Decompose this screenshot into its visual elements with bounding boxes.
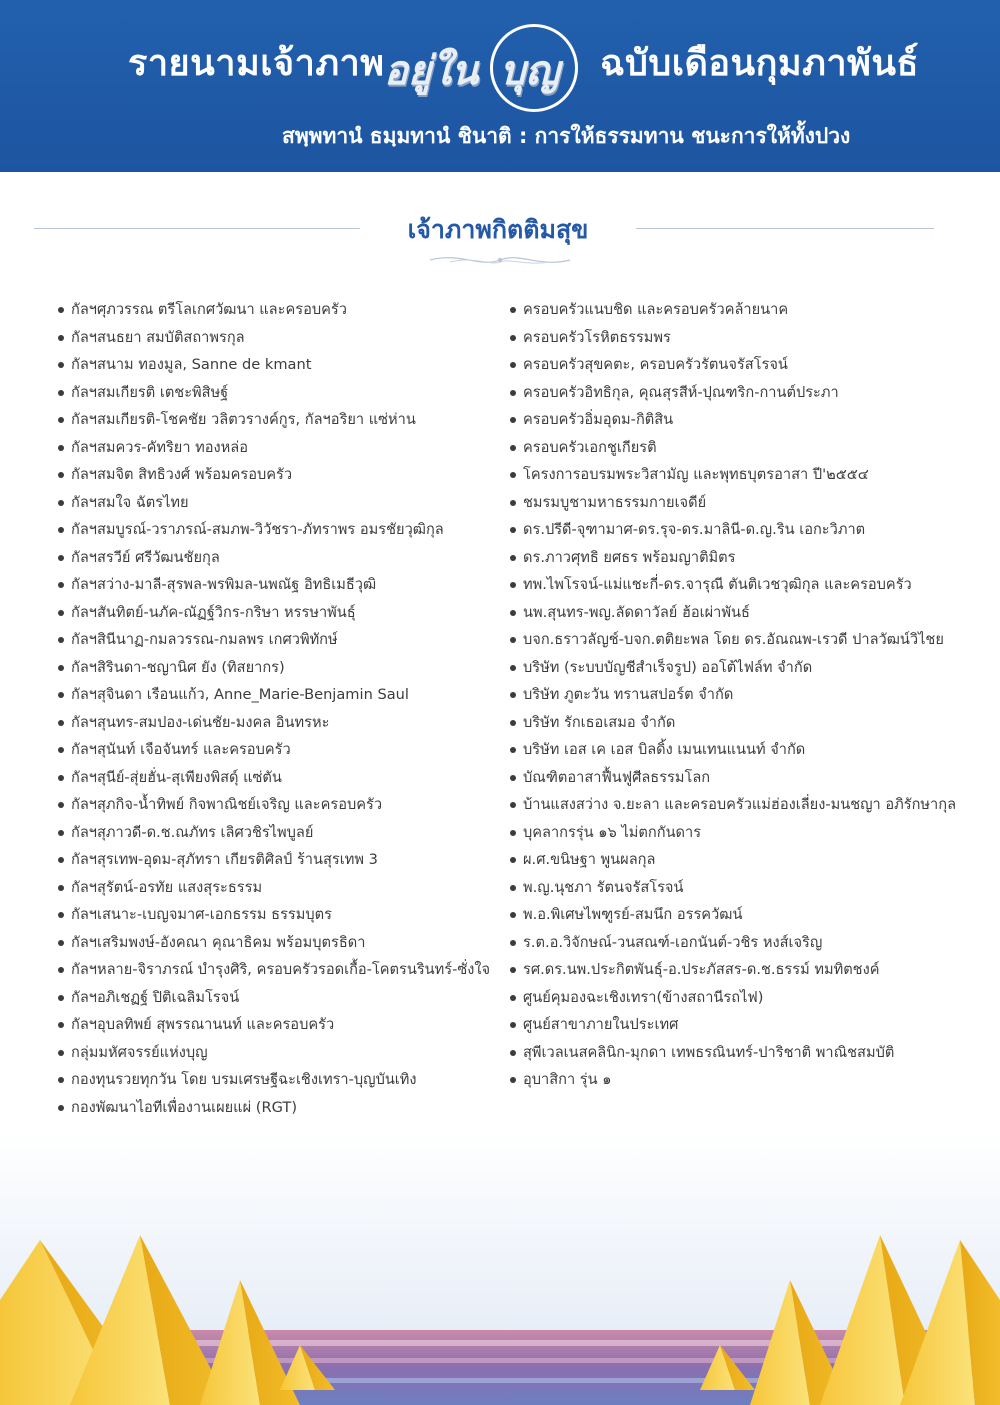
bullet-icon <box>510 307 516 313</box>
donor-list-item <box>510 516 980 544</box>
donor-list-item <box>510 654 980 682</box>
donor-list-item <box>58 956 498 984</box>
logo-word-2: บุญ <box>500 47 560 94</box>
donor-name: ศูนย์สาขาภายในประเทศ <box>523 1016 679 1033</box>
donor-list-item <box>510 791 980 819</box>
donor-name: กัลฯสุนทร-สมปอง-เด่นชัย-มงคล อินทรหะ <box>71 713 330 731</box>
logo-word-1: อยู่ใน <box>384 47 479 94</box>
donor-list-item <box>510 1066 980 1094</box>
donor-list-item <box>58 1094 498 1122</box>
donor-name: ร.ต.อ.วิจักษณ์-วนสณฑ์-เอกนันต์-วชิร หงส์เจริญ <box>523 933 823 951</box>
donor-name: กัลฯสินีนาฏ-กมลวรรณ-กมลพร เกศวพิทักษ์ <box>71 631 338 648</box>
donor-name: อุบาสิกา รุ่น ๑ <box>523 1071 612 1088</box>
bullet-icon <box>510 445 516 451</box>
bullet-icon <box>58 720 64 726</box>
bullet-icon <box>510 1022 516 1028</box>
bullet-icon <box>510 610 516 616</box>
donor-name: นพ.สุนทร-พญ.ลัดดาวัลย์ ฮ้อเผ่าพันธ์ <box>523 603 750 621</box>
donor-list-item <box>510 461 980 489</box>
ornament-flourish <box>420 250 580 270</box>
title-left: รายนามเจ้าภาพ <box>128 43 385 84</box>
donor-list-item <box>58 901 498 929</box>
donor-name: กัลฯหลาย-จิราภรณ์ บำรุงศิริ, ครอบครัวรอดเกื้อ-โคตรนรินทร์-ซั่งใจ <box>71 961 491 978</box>
donor-list-item <box>58 1066 498 1094</box>
bullet-icon <box>510 885 516 891</box>
donor-list-item <box>510 544 980 572</box>
donor-name: กัลฯสันทิตย์-นภัค-ณัฏฐ์วิกร-กริษา หรรษาพันธุ์ <box>71 603 356 621</box>
donor-name: กัลฯสุรัตน์-อรทัย แสงสุระธรรม <box>71 878 263 896</box>
donor-list-item <box>58 819 498 847</box>
donor-name: บัณฑิตอาสาฟื้นฟูศีลธรรมโลก <box>523 768 711 786</box>
donor-list-item <box>58 791 498 819</box>
bullet-icon <box>58 665 64 671</box>
donor-name: กลุ่มมหัศจรรย์แห่งบุญ <box>71 1043 208 1061</box>
donor-list-item <box>510 1039 980 1067</box>
donor-name: ดร.ภาวศุทธิ ยศธร พร้อมญาติมิตร <box>523 548 736 566</box>
donor-name: ศูนย์คุมองฉะเชิงเทรา(ข้างสถานีรถไฟ) <box>523 988 764 1006</box>
donor-list-item <box>510 874 980 902</box>
donor-list-item <box>510 764 980 792</box>
bullet-icon <box>510 555 516 561</box>
bullet-icon <box>58 1022 64 1028</box>
donor-list-item <box>510 489 980 517</box>
bullet-icon <box>510 582 516 588</box>
donor-name: บริษัท (ระบบบัญชีสำเร็จรูป) ออโต้ไฟล์ท จำกัด <box>523 658 813 676</box>
bullet-icon <box>58 885 64 891</box>
bullet-icon <box>58 912 64 918</box>
donor-list-item <box>510 626 980 654</box>
donor-list-item <box>510 709 980 737</box>
title-right: ฉบับเดือนกุมภาพันธ์ <box>600 43 919 84</box>
bullet-icon <box>58 747 64 753</box>
header-banner <box>0 0 1000 172</box>
donor-list-item <box>510 1011 980 1039</box>
donor-list-item <box>58 874 498 902</box>
donor-list-item <box>58 764 498 792</box>
donor-list-left <box>58 296 498 1121</box>
bullet-icon <box>510 472 516 478</box>
donor-name: กัลฯสมจิต สิทธิวงศ์ พร้อมครอบครัว <box>71 466 293 483</box>
donor-name: กัลฯเสริมพงษ์-อังคณา คุณาธิคม พร้อมบุตรธิดา <box>71 933 366 951</box>
donor-list-item <box>510 379 980 407</box>
donor-list-item <box>58 406 498 434</box>
bullet-icon <box>510 940 516 946</box>
donor-name: กัลฯศุภวรรณ ตรีโลเกศวัฒนา และครอบครัว <box>71 301 347 318</box>
bullet-icon <box>510 527 516 533</box>
donor-name: กัลฯสมควร-คัทริยา ทองหล่อ <box>71 438 249 456</box>
donor-name: กัลฯสมบูรณ์-วราภรณ์-สมภพ-วิวัชรา-ภัทราพร อมรชัยวุฒิกุล <box>71 521 444 538</box>
donor-name: ครอบครัวแนบชิด และครอบครัวคล้ายนาค <box>523 301 789 318</box>
bullet-icon <box>510 1077 516 1083</box>
bullet-icon <box>58 775 64 781</box>
donor-name: กัลฯสุนันท์ เจือจันทร์ และครอบครัว <box>71 741 291 758</box>
donor-name: บริษัท เอส เค เอส บิลดิ้ง เมนเทนแนนท์ จำกัด <box>523 741 806 758</box>
donor-name: กัลฯสนาม ทองมูล, Sanne de kmant <box>71 356 312 373</box>
donor-list-item <box>510 324 980 352</box>
bullet-icon <box>58 1050 64 1056</box>
bullet-icon <box>510 830 516 836</box>
donor-name: ชมรมบูชามหาธรรมกายเจดีย์ <box>523 493 707 511</box>
bullet-icon <box>58 335 64 341</box>
donor-list-item <box>58 351 498 379</box>
donor-list-item <box>58 929 498 957</box>
magazine-logo <box>384 24 600 116</box>
donor-name: ครอบครัวอิ่มอุดม-กิติสิน <box>523 411 674 428</box>
donor-list-right <box>510 296 980 1094</box>
bullet-icon <box>58 582 64 588</box>
bullet-icon <box>58 830 64 836</box>
bullet-icon <box>510 692 516 698</box>
bullet-icon <box>58 802 64 808</box>
donor-name: โครงการอบรมพระวิสามัญ และพุทธบุตรอาสา ปี'๒๕๕๔ <box>523 466 869 483</box>
donor-name: บ้านแสงสว่าง จ.ยะลา และครอบครัวแม่ฮ่องเลี่ยง-มนชญา อภิรักษากุล <box>523 796 957 813</box>
donor-name: กัลฯสิรินดา-ชญานิศ ยัง (ทิสยากร) <box>71 658 285 676</box>
donor-name: ผ.ศ.ขนิษฐา พูนผลกุล <box>523 851 656 868</box>
donor-name: กองทุนรวยทุกวัน โดย บรมเศรษฐีฉะเชิงเทรา-บุญบันเทิง <box>71 1071 417 1088</box>
donor-list-item <box>510 929 980 957</box>
bullet-icon <box>58 417 64 423</box>
donor-name: ดร.ปรีดี-จุฑามาศ-ดร.รุจ-ดร.มาลินี-ด.ญ.ริน เอกะวิภาต <box>523 521 866 538</box>
donor-list-item <box>510 901 980 929</box>
bullet-icon <box>58 940 64 946</box>
donor-list-item <box>58 516 498 544</box>
bullet-icon <box>58 1077 64 1083</box>
bullet-icon <box>58 472 64 478</box>
bullet-icon <box>58 555 64 561</box>
donor-name: สุพีเวลเนสคลินิก-มุกดา เทพธรณินทร์-ปาริชาติ พาณิชสมบัติ <box>523 1043 895 1061</box>
donor-list-item <box>58 736 498 764</box>
bullet-icon <box>58 692 64 698</box>
donor-list-item <box>510 599 980 627</box>
donor-name: กัลฯอุบลทิพย์ สุพรรณานนท์ และครอบครัว <box>71 1016 335 1033</box>
golden-pyramids-illustration <box>0 1130 1000 1405</box>
header-subtitle: สพฺพทานํ ธมฺมทานํ ชินาติ : การให้ธรรมทาน ชนะการให้ทั้งปวง <box>282 124 851 148</box>
bullet-icon <box>510 967 516 973</box>
donor-list-item <box>58 681 498 709</box>
donor-name: บริษัท รักเธอเสมอ จำกัด <box>523 713 676 731</box>
donor-list-item <box>58 324 498 352</box>
donor-list-item <box>58 1039 498 1067</box>
bullet-icon <box>510 500 516 506</box>
donor-list-item <box>58 984 498 1012</box>
donor-list-item <box>58 626 498 654</box>
bullet-icon <box>510 912 516 918</box>
donor-name: กัลฯเสนาะ-เบญจมาศ-เอกธรรม ธรรมบุตร <box>71 906 332 923</box>
bullet-icon <box>58 445 64 451</box>
donor-name: บุคลากรรุ่น ๑๖ ไม่ตกกันดาร <box>523 823 702 841</box>
donor-name: กัลฯสุรเทพ-อุดม-สุภัทรา เกียรติศิลป์ ร้านสุรเทพ 3 <box>71 851 378 868</box>
donor-list-item <box>58 489 498 517</box>
donor-list-item <box>510 296 980 324</box>
donor-name: กัลฯสุนีย์-สุ่ยฮั่น-สุเพียงพิสดุ์ แซ่ตัน <box>71 768 282 786</box>
divider-right <box>636 228 934 229</box>
donor-name: กองพัฒนาไอทีเพื่องานเผยแผ่ (RGT) <box>71 1098 298 1116</box>
bullet-icon <box>58 995 64 1001</box>
donor-list-item <box>58 654 498 682</box>
divider-left <box>34 228 360 229</box>
donor-list-item <box>58 544 498 572</box>
section-header <box>0 200 1000 270</box>
donor-name: ครอบครัวสุขคตะ, ครอบครัวรัตนจรัสโรจน์ <box>523 356 788 373</box>
donor-name: กัลฯสุภาวดี-ด.ช.ณภัทร เลิศวชิรไพบูลย์ <box>71 823 314 841</box>
donor-list-item <box>58 709 498 737</box>
bullet-icon <box>58 527 64 533</box>
bullet-icon <box>510 995 516 1001</box>
bullet-icon <box>58 362 64 368</box>
bullet-icon <box>510 390 516 396</box>
bullet-icon <box>510 1050 516 1056</box>
bullet-icon <box>510 637 516 643</box>
bullet-icon <box>510 747 516 753</box>
donor-list-item <box>510 736 980 764</box>
donor-name: รศ.ดร.นพ.ประกิตพันธุ์-อ.ประภัสสร-ด.ช.ธรรม์ ทมทิตชงค์ <box>523 961 880 978</box>
donor-name: บจก.ธราวลัญช์-บจก.ตติยะพล โดย ดร.อัณณพ-เรวดี ปาลวัฒน์วิไชย <box>523 631 944 648</box>
bullet-icon <box>58 637 64 643</box>
donor-list-item <box>510 984 980 1012</box>
bullet-icon <box>58 857 64 863</box>
donor-list-item <box>58 461 498 489</box>
donor-name: กัลฯสุจินดา เรือนแก้ว, Anne_Marie-Benjamin Saul <box>71 686 409 703</box>
donor-list-item <box>58 296 498 324</box>
donor-list-item <box>58 379 498 407</box>
bullet-icon <box>510 665 516 671</box>
bullet-icon <box>510 335 516 341</box>
donor-name: พ.ญ.นุชภา รัตนจรัสโรจน์ <box>523 878 684 896</box>
donor-list-item <box>58 599 498 627</box>
bullet-icon <box>58 967 64 973</box>
donor-name: กัลฯสมเกียรติ เตชะพิสิษฐ์ <box>71 383 229 401</box>
donor-list-item <box>510 681 980 709</box>
donor-list-item <box>58 434 498 462</box>
donor-name: ทพ.ไพโรจน์-แม่แชะกี่-ดร.จารุณี ตันติเวชวุฒิกุล และครอบครัว <box>523 576 912 593</box>
donor-list-item <box>510 434 980 462</box>
donor-name: กัลฯสมเกียรติ-โชคชัย วลิตวรางค์กูร, กัลฯอริยา แซ่ห่าน <box>71 411 416 428</box>
donor-list-item <box>510 956 980 984</box>
donor-list-item <box>510 351 980 379</box>
donor-name: กัลฯสมใจ ฉัตรไทย <box>71 493 189 511</box>
donor-list-item <box>510 846 980 874</box>
bullet-icon <box>510 857 516 863</box>
bullet-icon <box>58 610 64 616</box>
bullet-icon <box>510 720 516 726</box>
donor-name: บริษัท ภูตะวัน ทรานสปอร์ต จำกัด <box>523 686 734 703</box>
donor-name: พ.อ.พิเศษไพฑูรย์-สมนึก อรรควัฒน์ <box>523 906 743 923</box>
bullet-icon <box>510 417 516 423</box>
donor-list-item <box>58 846 498 874</box>
donor-name: กัลฯสรวีย์ ศรีวัฒนชัยกุล <box>71 548 220 566</box>
bullet-icon <box>58 500 64 506</box>
donor-name: กัลฯสว่าง-มาลี-สุรพล-พรพิมล-นพณัฐ อิทธิเมธีวุฒิ <box>71 576 377 593</box>
bullet-icon <box>510 775 516 781</box>
bullet-icon <box>58 390 64 396</box>
section-title: เจ้าภาพกิตติมสุข <box>407 215 589 244</box>
donor-name: ครอบครัวโรหิตธรรมพร <box>523 328 671 346</box>
donor-name: ครอบครัวเอกชูเกียรติ <box>523 438 657 456</box>
bullet-icon <box>510 802 516 808</box>
donor-name: กัลฯอภิเชฏฐ์ ปิติเฉลิมโรจน์ <box>71 988 240 1006</box>
donor-list-item <box>510 819 980 847</box>
bullet-icon <box>510 362 516 368</box>
bullet-icon <box>58 307 64 313</box>
donor-list-item <box>58 571 498 599</box>
donor-name: กัลฯสุภกิจ-น้ำทิพย์ กิจพาณิชย์เจริญ และครอบครัว <box>71 796 383 813</box>
donor-name: กัลฯสนธยา สมบัติสถาพรกุล <box>71 328 245 346</box>
donor-list-item <box>58 1011 498 1039</box>
bullet-icon <box>58 1105 64 1111</box>
donor-list-item <box>510 571 980 599</box>
donor-list-item <box>510 406 980 434</box>
donor-name: ครอบครัวอิทธิกุล, คุณสุรสีห์-ปุณฑริก-กานต์ประภา <box>523 383 839 401</box>
